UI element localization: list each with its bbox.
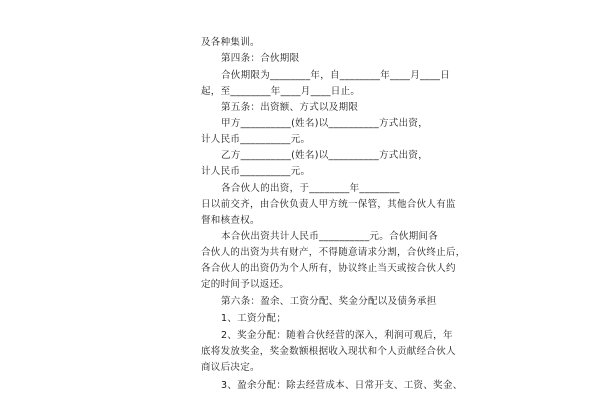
doc-line: 本合伙出资共计人民币__________元。合伙期间各 (221, 231, 439, 242)
doc-line: 及各种集训。 (201, 37, 260, 48)
doc-line: 底将发放奖金，奖金数额根据收入现状和个人贡献经合伙人 (201, 346, 456, 357)
doc-line: 合伙期限为________年，自________年____月____日 (221, 70, 450, 81)
doc-line: 定的时间予以返还。 (201, 279, 290, 290)
doc-line: 商议后决定。 (201, 362, 260, 373)
doc-line: 1、工资分配； (221, 313, 287, 324)
doc-line: 3、盈余分配：除去经营成本、日常开支、工资、奖金、 (221, 380, 463, 391)
doc-line: 各合伙人的出资仍为个人所有，协议终止当天或按合伙人约 (201, 263, 456, 274)
doc-line: 计人民币__________元。 (201, 134, 311, 145)
doc-line: 起，至________年____月____日止。 (201, 86, 361, 97)
doc-line: 甲方__________(姓名)以__________方式出资， (221, 118, 429, 129)
section-heading-article-6: 第六条：盈余、工资分配、奖金分配以及债务承担 (221, 296, 437, 307)
doc-line: 2、奖金分配：随着合伙经营的深入，利润可观后，年 (221, 330, 453, 341)
doc-line: 合伙人的出资为共有财产，不得随意请求分割，合伙终止后， (201, 247, 466, 258)
section-heading-article-4: 第四条：合伙期限 (221, 53, 300, 64)
doc-line: 计人民币__________元。 (201, 166, 311, 177)
doc-line: 督和核查权。 (201, 215, 260, 226)
doc-line: 日以前交齐，由合伙负责人甲方统一保管，其他合伙人有监 (201, 199, 456, 210)
doc-line: 各合伙人的出资，于________年________ (221, 183, 400, 194)
section-heading-article-5: 第五条：出资额、方式以及期限 (221, 102, 359, 113)
doc-line: 乙方__________(姓名)以__________方式出资， (221, 150, 429, 161)
